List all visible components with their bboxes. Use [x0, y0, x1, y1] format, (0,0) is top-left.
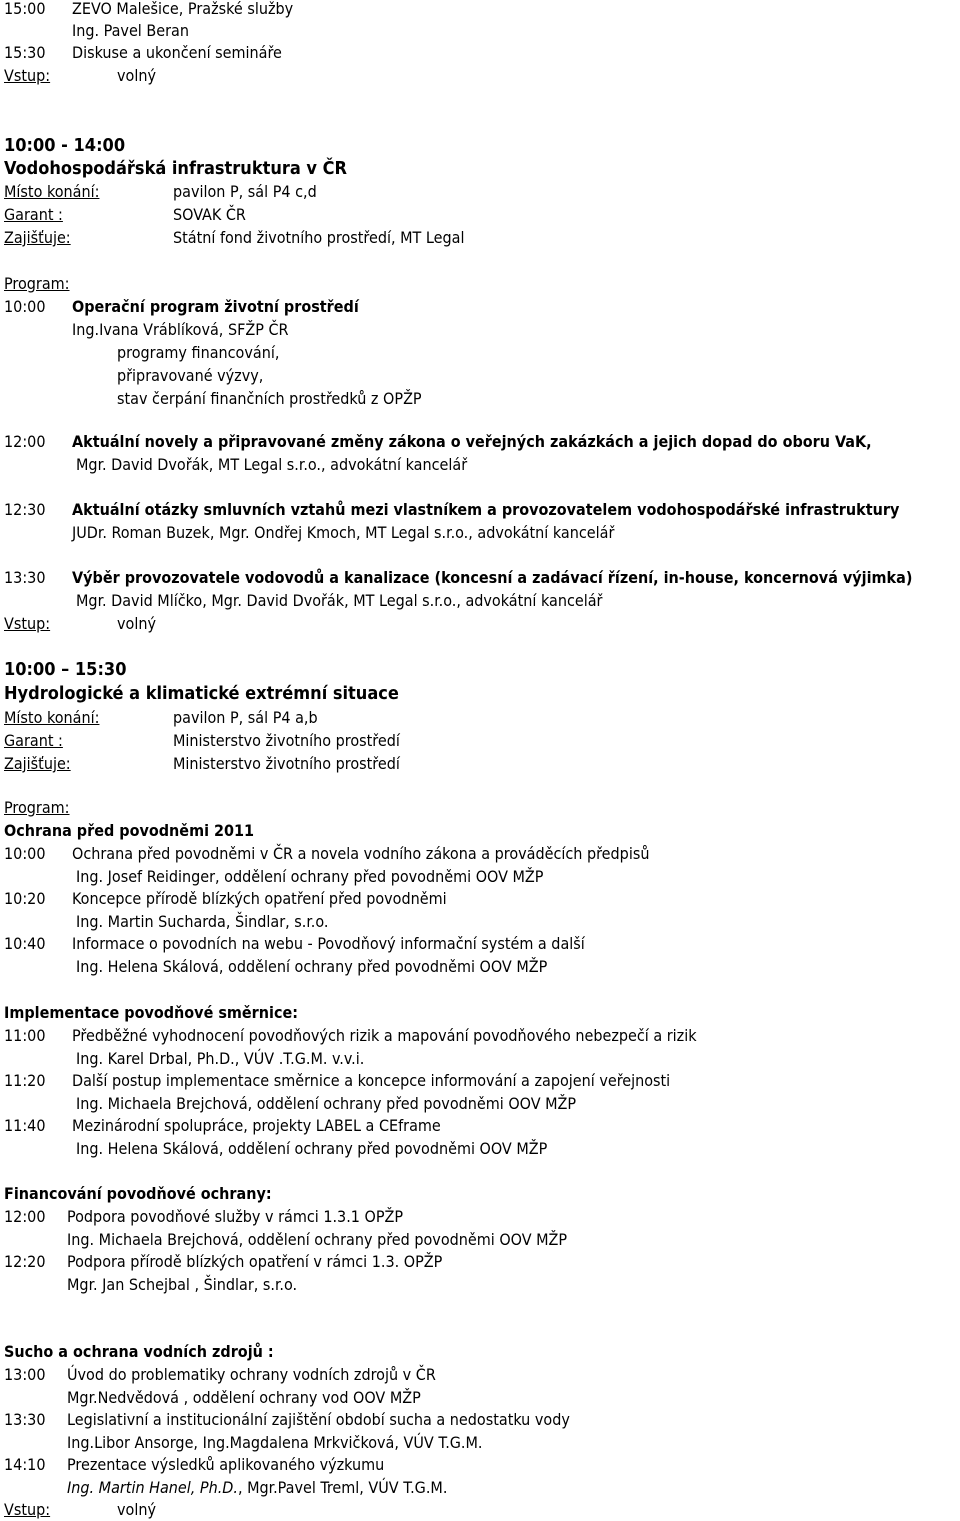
item-title: Ochrana před povodněmi v ČR a novela vodního zákona a prováděcích předpisů	[72, 844, 650, 863]
detail-line: stav čerpání finančních prostředků z OPŽP	[117, 389, 422, 408]
speaker: Mgr. David Mlíčko, Mgr. David Dvořák, MT Legal s.r.o., advokátní kancelář	[76, 591, 603, 610]
vstup-value: volný	[117, 614, 156, 633]
section-title: Implementace povodňové směrnice:	[4, 1003, 299, 1022]
item-title: Mezinárodní spolupráce, projekty LABEL a CEframe	[72, 1116, 441, 1135]
item-title: Prezentace výsledků aplikovaného výzkumu	[67, 1455, 385, 1474]
item-title: Operační program životní prostředí	[72, 297, 359, 316]
program-label: Program:	[4, 798, 70, 817]
speaker: Mgr.Nedvědová , oddělení ochrany vod OOV MŽP	[67, 1388, 421, 1407]
time: 10:00	[4, 844, 46, 863]
section-title: Sucho a ochrana vodních zdrojů :	[4, 1342, 274, 1361]
time: 11:40	[4, 1116, 46, 1135]
item-title: Další postup implementace směrnice a koncepce informování a zapojení veřejnosti	[72, 1071, 671, 1090]
venue-label: Místo konání:	[4, 708, 100, 727]
item-title: Výběr provozovatele vodovodů a kanalizace (koncesní a zadávací řízení, in-house, koncernová výjimka)	[72, 568, 913, 587]
item-title: Legislativní a institucionální zajištění období sucha a nedostatku vody	[67, 1410, 570, 1429]
time: 12:20	[4, 1252, 46, 1271]
session-title: Vodohospodářská infrastruktura v ČR	[4, 158, 347, 179]
speaker: Ing. Michaela Brejchová, oddělení ochrany před povodněmi OOV MŽP	[76, 1094, 577, 1113]
session-title: Hydrologické a klimatické extrémní situace	[4, 683, 399, 704]
time: 12:30	[4, 500, 46, 519]
item-title: Diskuse a ukončení semináře	[72, 43, 282, 62]
organizer-value: Ministerstvo životního prostředí	[173, 754, 400, 773]
detail-line: programy financování,	[117, 343, 280, 362]
time: 13:30	[4, 568, 46, 587]
speaker	[67, 1477, 447, 1499]
organizer-label: Zajišťuje:	[4, 228, 71, 247]
speaker: Ing. Helena Skálová, oddělení ochrany před povodněmi OOV MŽP	[76, 1139, 548, 1158]
time: 15:30	[4, 43, 46, 62]
speaker-italic: Ing. Martin Hanel, Ph.D.	[67, 1478, 238, 1497]
item-title: Podpora povodňové služby v rámci 1.3.1 OPŽP	[67, 1207, 404, 1226]
speaker: Ing.Ivana Vráblíková, SFŽP ČR	[72, 320, 289, 339]
organizer-value: Státní fond životního prostředí, MT Legal	[173, 228, 465, 247]
time: 15:00	[4, 0, 46, 18]
venue-value: pavilon P, sál P4 a,b	[173, 708, 318, 727]
vstup-value: volný	[117, 1500, 156, 1519]
time: 10:00	[4, 297, 46, 316]
time: 13:30	[4, 1410, 46, 1429]
time: 10:20	[4, 889, 46, 908]
program-label: Program:	[4, 274, 70, 293]
detail-line: připravované výzvy,	[117, 366, 264, 385]
guarantor-value: Ministerstvo životního prostředí	[173, 731, 400, 750]
speaker: Mgr. Jan Schejbal , Šindlar, s.r.o.	[67, 1275, 298, 1294]
time: 14:10	[4, 1455, 46, 1474]
speaker: Ing. Josef Reidinger, oddělení ochrany před povodněmi OOV MŽP	[76, 867, 544, 886]
vstup-label: Vstup:	[4, 1500, 51, 1519]
item-title: ZEVO Malešice, Pražské služby	[72, 0, 294, 18]
guarantor-value: SOVAK ČR	[173, 205, 246, 224]
speaker-rest: , Mgr.Pavel Treml, VÚV T.G.M.	[237, 1478, 448, 1497]
vstup-label: Vstup:	[4, 66, 51, 85]
section-title: Financování povodňové ochrany:	[4, 1184, 272, 1203]
speaker: JUDr. Roman Buzek, Mgr. Ondřej Kmoch, MT Legal s.r.o., advokátní kancelář	[72, 523, 615, 542]
item-title: Aktuální novely a připravované změny zákona o veřejných zakázkách a jejich dopad do oboru VaK,	[72, 432, 872, 451]
speaker: Ing. Karel Drbal, Ph.D., VÚV .T.G.M. v.v.i.	[76, 1049, 365, 1068]
session-time: 10:00 - 14:00	[4, 135, 126, 156]
speaker: Ing. Martin Sucharda, Šindlar, s.r.o.	[76, 912, 329, 931]
venue-label: Místo konání:	[4, 182, 100, 201]
speaker: Ing. Helena Skálová, oddělení ochrany před povodněmi OOV MŽP	[76, 957, 548, 976]
speaker: Ing. Pavel Beran	[72, 21, 189, 40]
session-time: 10:00 – 15:30	[4, 659, 127, 680]
vstup-value: volný	[117, 66, 156, 85]
time: 10:40	[4, 934, 46, 953]
guarantor-label: Garant :	[4, 731, 63, 750]
speaker: Ing. Michaela Brejchová, oddělení ochrany před povodněmi OOV MŽP	[67, 1230, 568, 1249]
item-title: Podpora přírodě blízkých opatření v rámci 1.3. OPŽP	[67, 1252, 443, 1271]
item-title: Koncepce přírodě blízkých opatření před povodněmi	[72, 889, 447, 908]
section-title: Ochrana před povodněmi 2011	[4, 821, 255, 840]
venue-value: pavilon P, sál P4 c,d	[173, 182, 317, 201]
guarantor-label: Garant :	[4, 205, 63, 224]
time: 13:00	[4, 1365, 46, 1384]
speaker: Ing.Libor Ansorge, Ing.Magdalena Mrkvičková, VÚV T.G.M.	[67, 1433, 483, 1452]
time: 11:20	[4, 1071, 46, 1090]
item-title: Úvod do problematiky ochrany vodních zdrojů v ČR	[67, 1365, 436, 1384]
item-title: Aktuální otázky smluvních vztahů mezi vlastníkem a provozovatelem vodohospodářské infrastruktury	[72, 500, 900, 519]
time: 11:00	[4, 1026, 46, 1045]
organizer-label: Zajišťuje:	[4, 754, 71, 773]
time: 12:00	[4, 1207, 46, 1226]
item-title: Předběžné vyhodnocení povodňových rizik a mapování povodňového nebezpečí a rizik	[72, 1026, 697, 1045]
item-title: Informace o povodních na webu - Povodňový informační systém a další	[72, 934, 585, 953]
vstup-label: Vstup:	[4, 614, 51, 633]
time: 12:00	[4, 432, 46, 451]
speaker: Mgr. David Dvořák, MT Legal s.r.o., advokátní kancelář	[76, 455, 468, 474]
